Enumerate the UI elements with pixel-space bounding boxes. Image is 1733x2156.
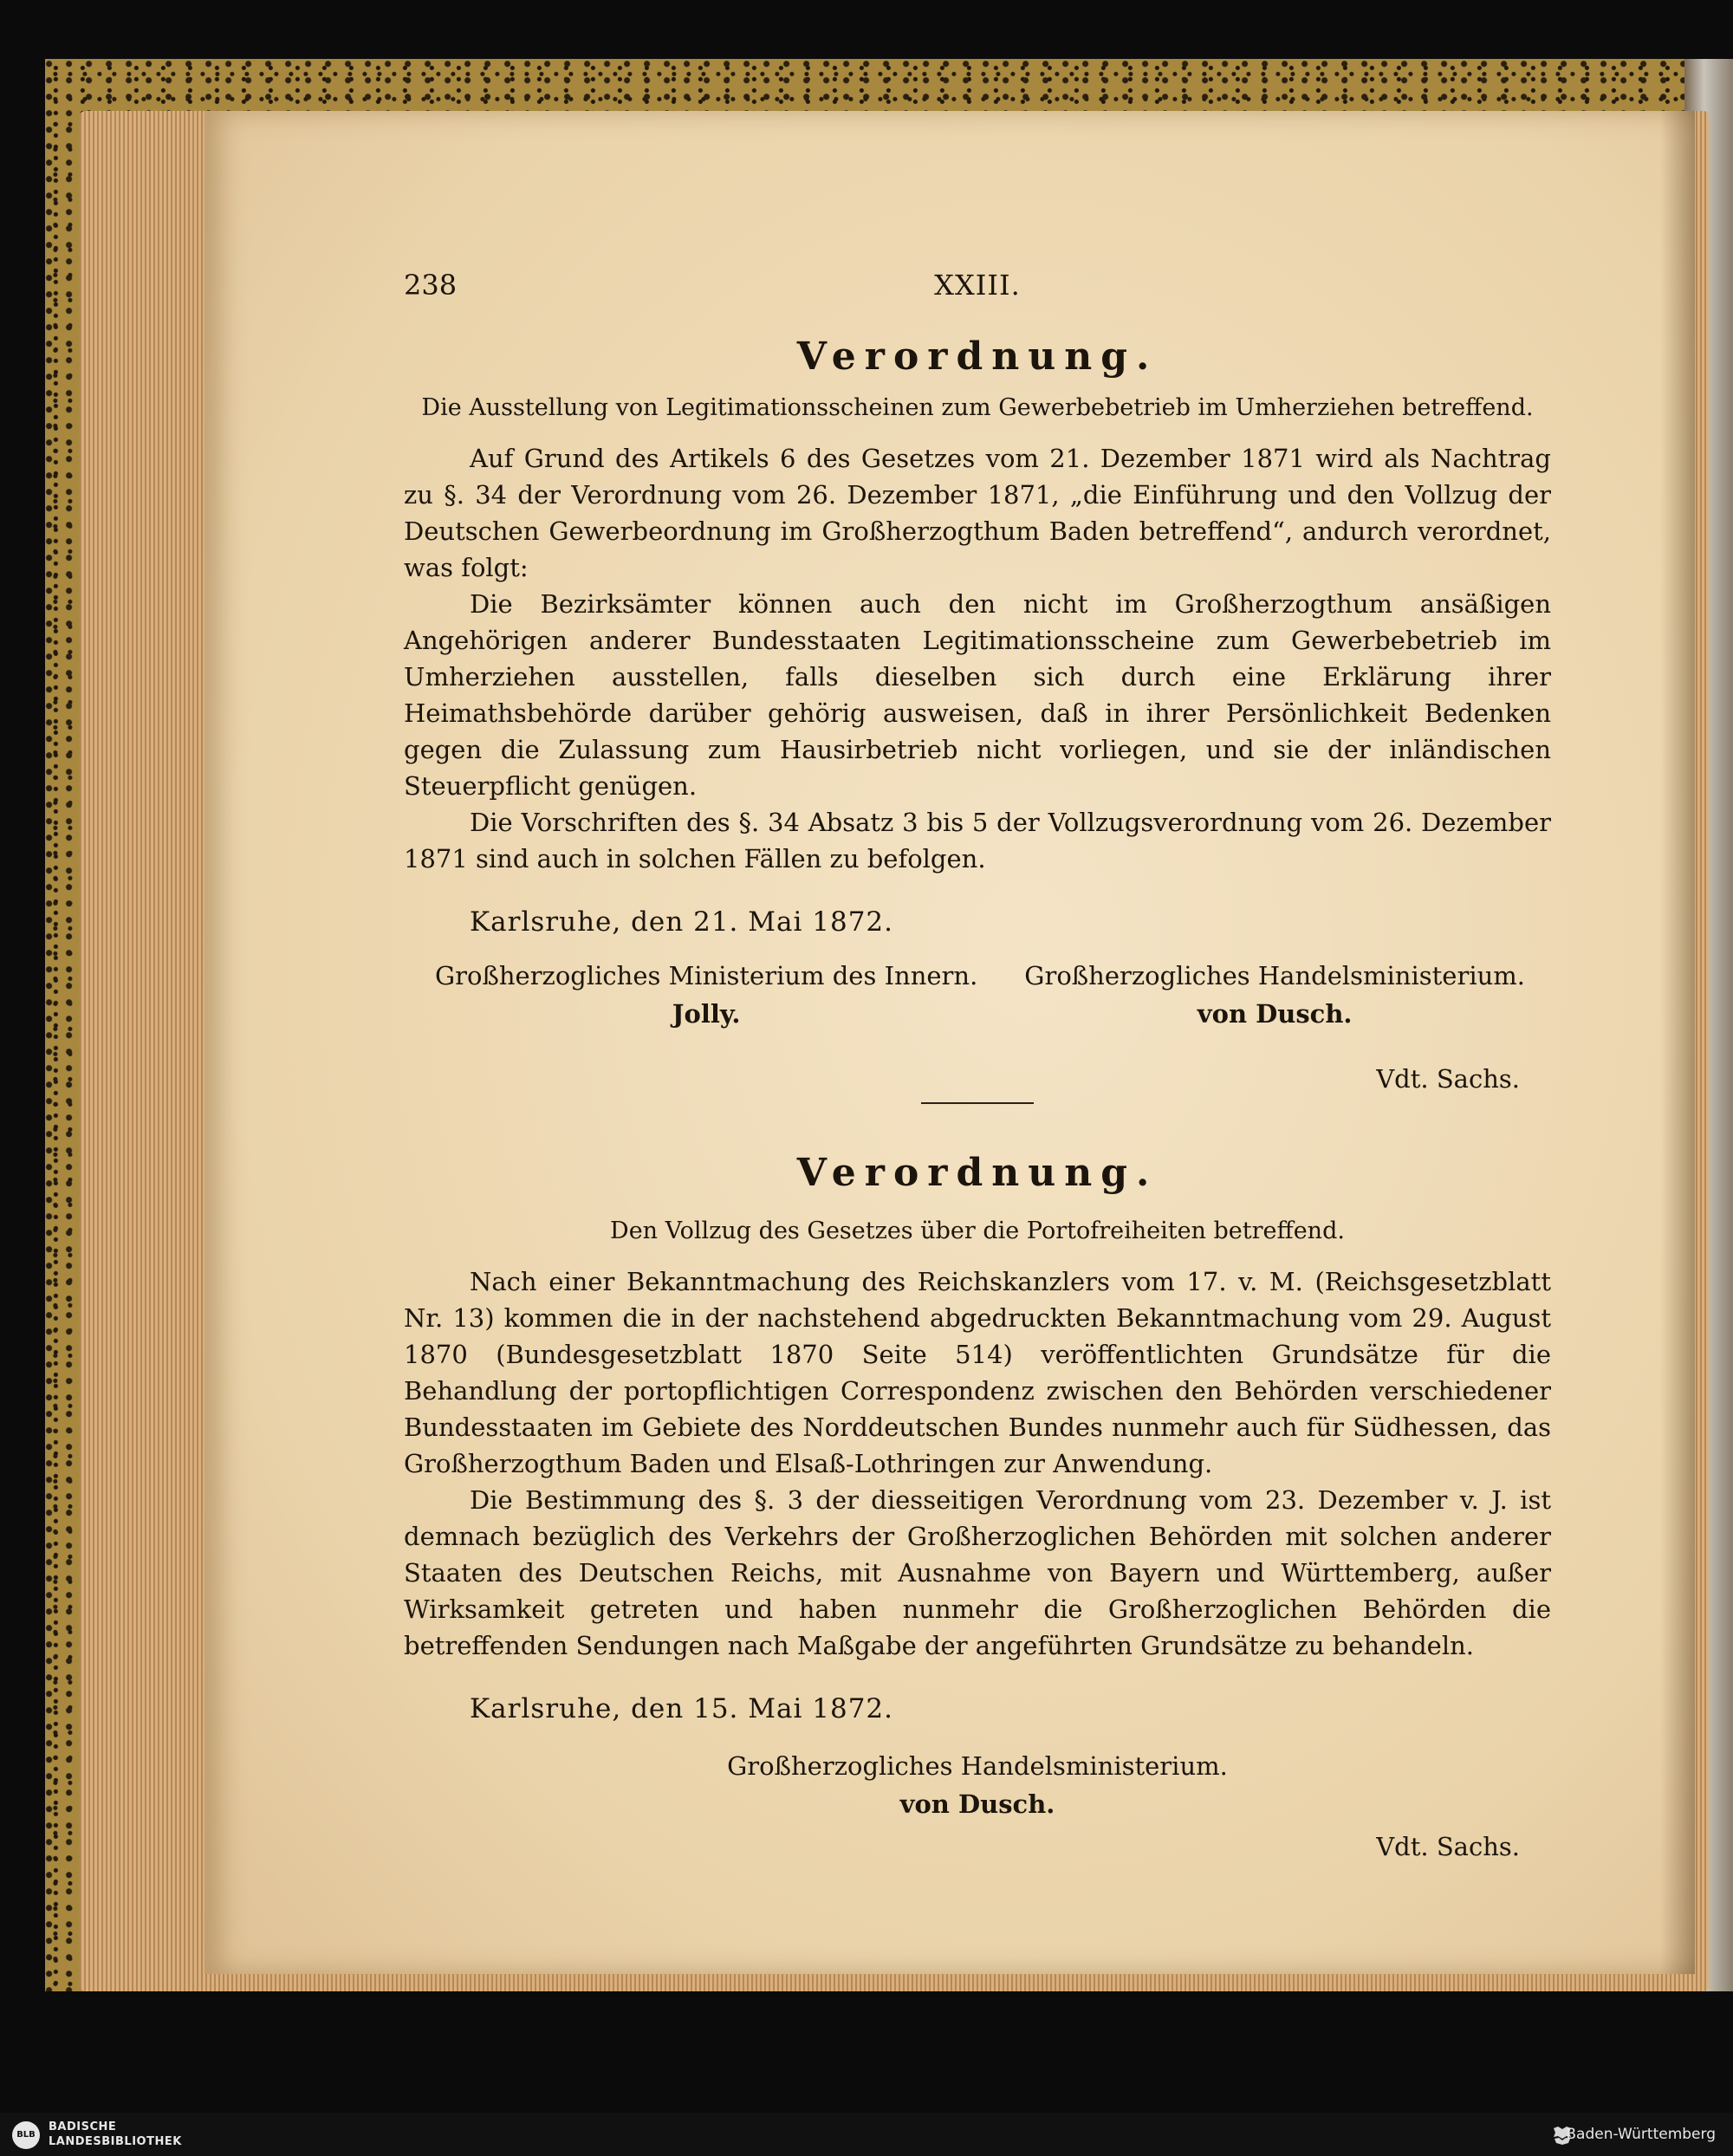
decree1-dateline: Karlsruhe, den 21. Mai 1872.: [470, 906, 893, 938]
library-name-line: LANDESBIBLIOTHEK: [49, 2135, 182, 2148]
decree1-paragraph: Auf Grund des Artikels 6 des Gesetzes vom 21. Dezember 1871 wird als Nachtrag zu §. 34 der Verordnung vom 26. Dezember 1871, „die Einführung und den Vollzug der Deutschen Gewerbeordnung im Großherzogthum Baden betreffend“, andurch verordnet, was folgt:: [404, 444, 1551, 582]
decree2-countersign: Vdt. Sachs.: [1376, 1832, 1520, 1861]
signature-org: Großherzogliches Ministerium des Innern.: [435, 961, 978, 990]
signature-org: Großherzogliches Handelsministerium.: [727, 1751, 1228, 1781]
signature-name: von Dusch.: [1197, 999, 1353, 1029]
decree2-paragraph: Die Bestimmung des §. 3 der diesseitigen Verordnung vom 23. Dezember v. J. ist demnach bezüglich des Verkehrs der Großherzoglichen Behörden mit solchen anderer Staaten des Deutschen Reichs, mit Ausnahme von Bayern und Württemberg, außer Wirksamkeit getreten und haben nunmehr die Großherzoglichen Behörden die betreffenden Sendungen nach Maßgabe der angeführten Grundsätze zu behandeln.: [404, 1485, 1551, 1660]
decree2-subtitle: Den Vollzug des Gesetzes über die Portofreiheiten betreffend.: [610, 1218, 1345, 1244]
library-name[interactable]: [49, 2120, 182, 2149]
decree2-signature: [404, 1747, 1551, 1823]
decree2-title: Verordnung.: [796, 1151, 1159, 1195]
signature-name: Jolly.: [672, 999, 741, 1029]
decree1-subtitle: Die Ausstellung von Legitimationsscheinen zum Gewerbebetrieb im Umherziehen betreffend.: [421, 394, 1534, 421]
page-number: 238: [404, 269, 458, 302]
signature-interior: [435, 957, 977, 1033]
blb-logo-icon[interactable]: BLB: [12, 2121, 40, 2149]
decree1-paragraph: Die Vorschriften des §. 34 Absatz 3 bis 5 der Vollzugsverordnung vom 26. Dezember 1871 sind auch in solchen Fällen zu befolgen.: [404, 808, 1551, 873]
signature-trade: [1024, 957, 1525, 1033]
running-header: [404, 260, 1551, 303]
decree1-signatures: [404, 957, 1551, 1078]
decree1-countersign: Vdt. Sachs.: [1376, 1064, 1520, 1094]
decree2-dateline: Karlsruhe, den 15. Mai 1872.: [470, 1693, 893, 1724]
viewer-footer: [0, 2113, 1733, 2156]
decree2-paragraph: Nach einer Bekanntmachung des Reichskanzlers vom 17. v. M. (Reichsgesetzblatt Nr. 13) kommen die in der nachstehend abgedruckten Bekanntmachung vom 29. August 1870 (Bundesgesetzblatt 1870 Seite 514) veröffentlichten Grundsätze für die Behandlung der portopflichtigen Correspondenz zwischen den Behörden verschiedener Bundesstaaten im Gebiete des Norddeutschen Bundes nunmehr auch für Südhessen, das Großherzogthum Baden und Elsaß-Lothringen zur Anwendung.: [404, 1267, 1551, 1478]
decree1-paragraph: Die Bezirksämter können auch den nicht im Großherzogthum ansäßigen Angehörigen anderer Bundesstaaten Legitimationsscheine zum Gewerbebetrieb im Umherziehen ausstellen, falls dieselben sich durch eine Erklärung ihrer Heimathsbehörde darüber gehörig ausweisen, daß in ihrer Persönlichkeit Bedenken gegen die Zulassung zum Hausirbetrieb nicht vorliegen, und sie der inländischen Steuerpflicht genügen.: [404, 589, 1551, 801]
section-divider: [921, 1102, 1034, 1104]
library-name-line: BADISCHE: [49, 2120, 117, 2133]
decree1-title: Verordnung.: [796, 334, 1159, 379]
page-text: [404, 260, 1551, 1861]
signature-name: von Dusch.: [899, 1789, 1055, 1819]
state-name[interactable]: Baden-Württemberg: [1566, 2126, 1716, 2143]
page-gutter: [1660, 111, 1695, 1974]
signature-org: Großherzogliches Handelsministerium.: [1024, 961, 1525, 990]
section-number: XXIII.: [934, 269, 1021, 302]
